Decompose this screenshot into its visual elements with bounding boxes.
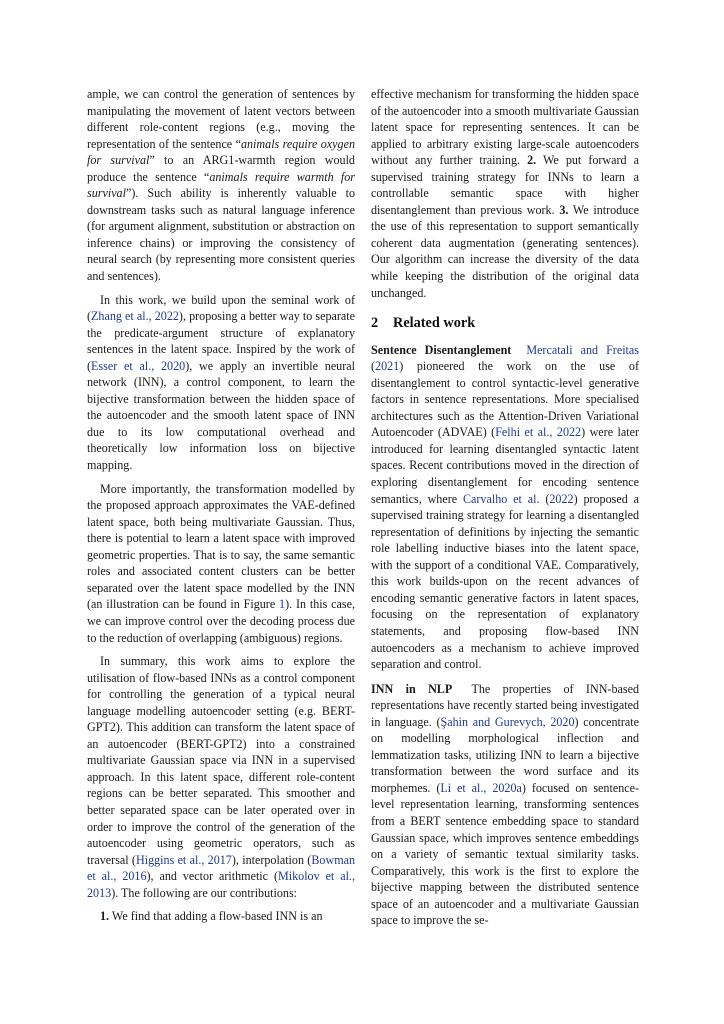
text: ) concentrate on modelling morphological inflection and lemmatization tasks, utilizing INN to learn a bijective transformation between the word surface and its morphemes. ( [371, 714, 639, 795]
text: ) pioneered the work on the use of disentanglement to control syntactic-level generative factors in sentence representations. More specialised architectures such as the Attention-Driven Variational Autoencoder (ADVAE) ( [371, 359, 639, 440]
example-sentence-1: animals require oxygen for survival [87, 136, 355, 168]
text: In summary, this work aims to explore the utilisation of flow-based INNs as a control component for controlling the generation of a typical neural language modelling autoencoder setting (e.g. BERT-GPT2). This addition can transform the latent space of an autoencoder (BERT-GPT2) into a constrained multivariate Gaussian space via INN in a supervised approach. In this latent space, different role-content regions can be better separated. This smoother and better separated space can be later operated over in order to improve the control of the generation of the autoencoder using geometric operators, such as traversal ( [87, 654, 355, 867]
paragraph-sentence-disentanglement [371, 342, 639, 673]
text: We find that adding a flow-based INN is an [109, 909, 323, 924]
section-title: Related work [393, 315, 476, 332]
paragraph-this-work [87, 292, 355, 474]
citation-sahin-gurevych-2020[interactable]: Şahin and Gurevych, 2020 [440, 714, 575, 729]
paragraph-heading: Sentence Disentanglement [371, 342, 512, 357]
text: ( [539, 491, 550, 506]
text: ), we apply an invertible neural network (INN), a control component, to learn the bijective transformation between the hidden space of the autoencoder and the smooth latent space of INN due to its low computational overhead and theoretically low information loss on bijective mapping. [87, 358, 355, 473]
text: ( [371, 359, 376, 374]
citation-carvalho[interactable]: Carvalho et al. [462, 491, 540, 506]
text: ” to an ARG1-warmth region would produce the sentence “ [87, 153, 355, 184]
section-number: 2 [371, 315, 379, 332]
citation-mikolov-2013[interactable]: Mikolov et al., 2013 [87, 869, 355, 900]
text: We put forward a supervised training strategy for INNs to learn a controllable semantic space with higher disentanglement than previous work. [371, 153, 639, 217]
text: ). The following are our contributions: [111, 885, 298, 900]
paragraph-intro-continued [87, 86, 355, 285]
contribution-number: 2. [527, 153, 537, 168]
text: ample, we can control the generation of sentences by manipulating the movement of latent vectors between different role-content regions (e.g., moving the representation of the sentence “ [87, 87, 355, 151]
contribution-item-1 [87, 908, 355, 925]
section-heading [371, 315, 639, 332]
contribution-number: 3. [559, 202, 569, 217]
text: ”). Such ability is inherently valuable to downstream tasks such as natural language inference (for argument alignment, substitution or abstraction on inference chains) or improving the consistency of neural search (by representing more consistent queries and sentences). [87, 186, 355, 284]
paragraph-summary [87, 653, 355, 901]
contribution-number: 1. [100, 909, 110, 924]
example-sentence-2: animals require warmth for survival [87, 169, 356, 201]
text: ), proposing a better way to separate the predicate-argument structure of explanatory sentences in the latent space. Inspired by the work of ( [87, 309, 356, 373]
text: The properties of INN-based representations have recently started being investigated in language. ( [371, 681, 639, 729]
paragraph-more-importantly [87, 481, 355, 646]
text: ). In this case, we can improve control over the decoding process due to the reduction of overlapping (ambiguous) regions. [87, 597, 355, 645]
citation-zhang-2022[interactable]: Zhang et al., 2022 [91, 309, 179, 324]
text: effective mechanism for transforming the hidden space of the autoencoder into a smooth multivariate Gaussian latent space for representing sentences. It can be applied to arbitrary existing large-scale autoencoders without any further training. [371, 87, 639, 168]
citation-year-2021[interactable]: 2021 [375, 359, 400, 374]
text: In this work, we build upon the seminal work of ( [87, 292, 355, 324]
citation-esser-2020[interactable]: Esser et al., 2020 [91, 358, 186, 373]
citation-mercatali-freitas[interactable]: Mercatali and Freitas [526, 342, 639, 357]
text: ) were later introduced for learning disentangled syntactic latent spaces. Recent contributions moved in the direction of exploring disentanglement for encoding sentence semantics, where [371, 425, 639, 506]
figure-reference[interactable]: 1 [279, 597, 286, 612]
citation-year-2022[interactable]: 2022 [549, 491, 574, 506]
text: ), interpolation ( [231, 852, 312, 867]
citation-li-2020a[interactable]: Li et al., 2020a [440, 780, 522, 795]
citation-felhi-2022[interactable]: Felhi et al., 2022 [495, 425, 582, 440]
text: We introduce the use of this representation to support semantically coherent data augmentation (generating sentences). Our algorithm can increase the diversity of the data while keeping the distribution of the original data unchanged. [371, 202, 640, 300]
text: ) focused on sentence-level representation learning, transforming sentences from a BERT sentence embedding space to standard Gaussian space, which improves sentence embeddings on a variety of semantic textual similarity tasks. Comparatively, this work is the first to explore the bijective mapping between the distributed sentence space of an autoencoder and a multivariate Gaussian space to improve the se- [371, 780, 639, 928]
left-column [87, 86, 355, 925]
text: ) proposed a supervised training strategy for learning a disentangled representation of definitions by injecting the semantic role labelling inductive biases into the latent space, with the support of a conditional VAE. Comparatively, this work builds-upon on the recent advances of encoding semantic generative factors in latent spaces, focusing on the representation of explanatory statements, and proposing flow-based INN autoencoders as a mechanism to achieve improved separation and control. [371, 491, 639, 672]
citation-bowman-2016[interactable]: Bowman et al., 2016 [87, 852, 356, 884]
paragraph-contributions-continued [371, 86, 639, 301]
text: More importantly, the transformation modelled by the proposed approach approximates the VAE-defined latent space, both being multivariate Gaussian. Thus, there is potential to learn a latent space with improved geometric properties. That is to say, the same semantic roles and associated content clusters can be better separated over the latent space modelled by the INN (an illustration can be found in Figure [87, 481, 355, 612]
right-column [371, 86, 639, 929]
text: ), and vector arithmetic ( [146, 869, 278, 884]
paragraph-heading: INN in NLP [371, 681, 453, 696]
citation-higgins-2017[interactable]: Higgins et al., 2017 [135, 852, 232, 867]
paragraph-inn-in-nlp [371, 681, 639, 929]
